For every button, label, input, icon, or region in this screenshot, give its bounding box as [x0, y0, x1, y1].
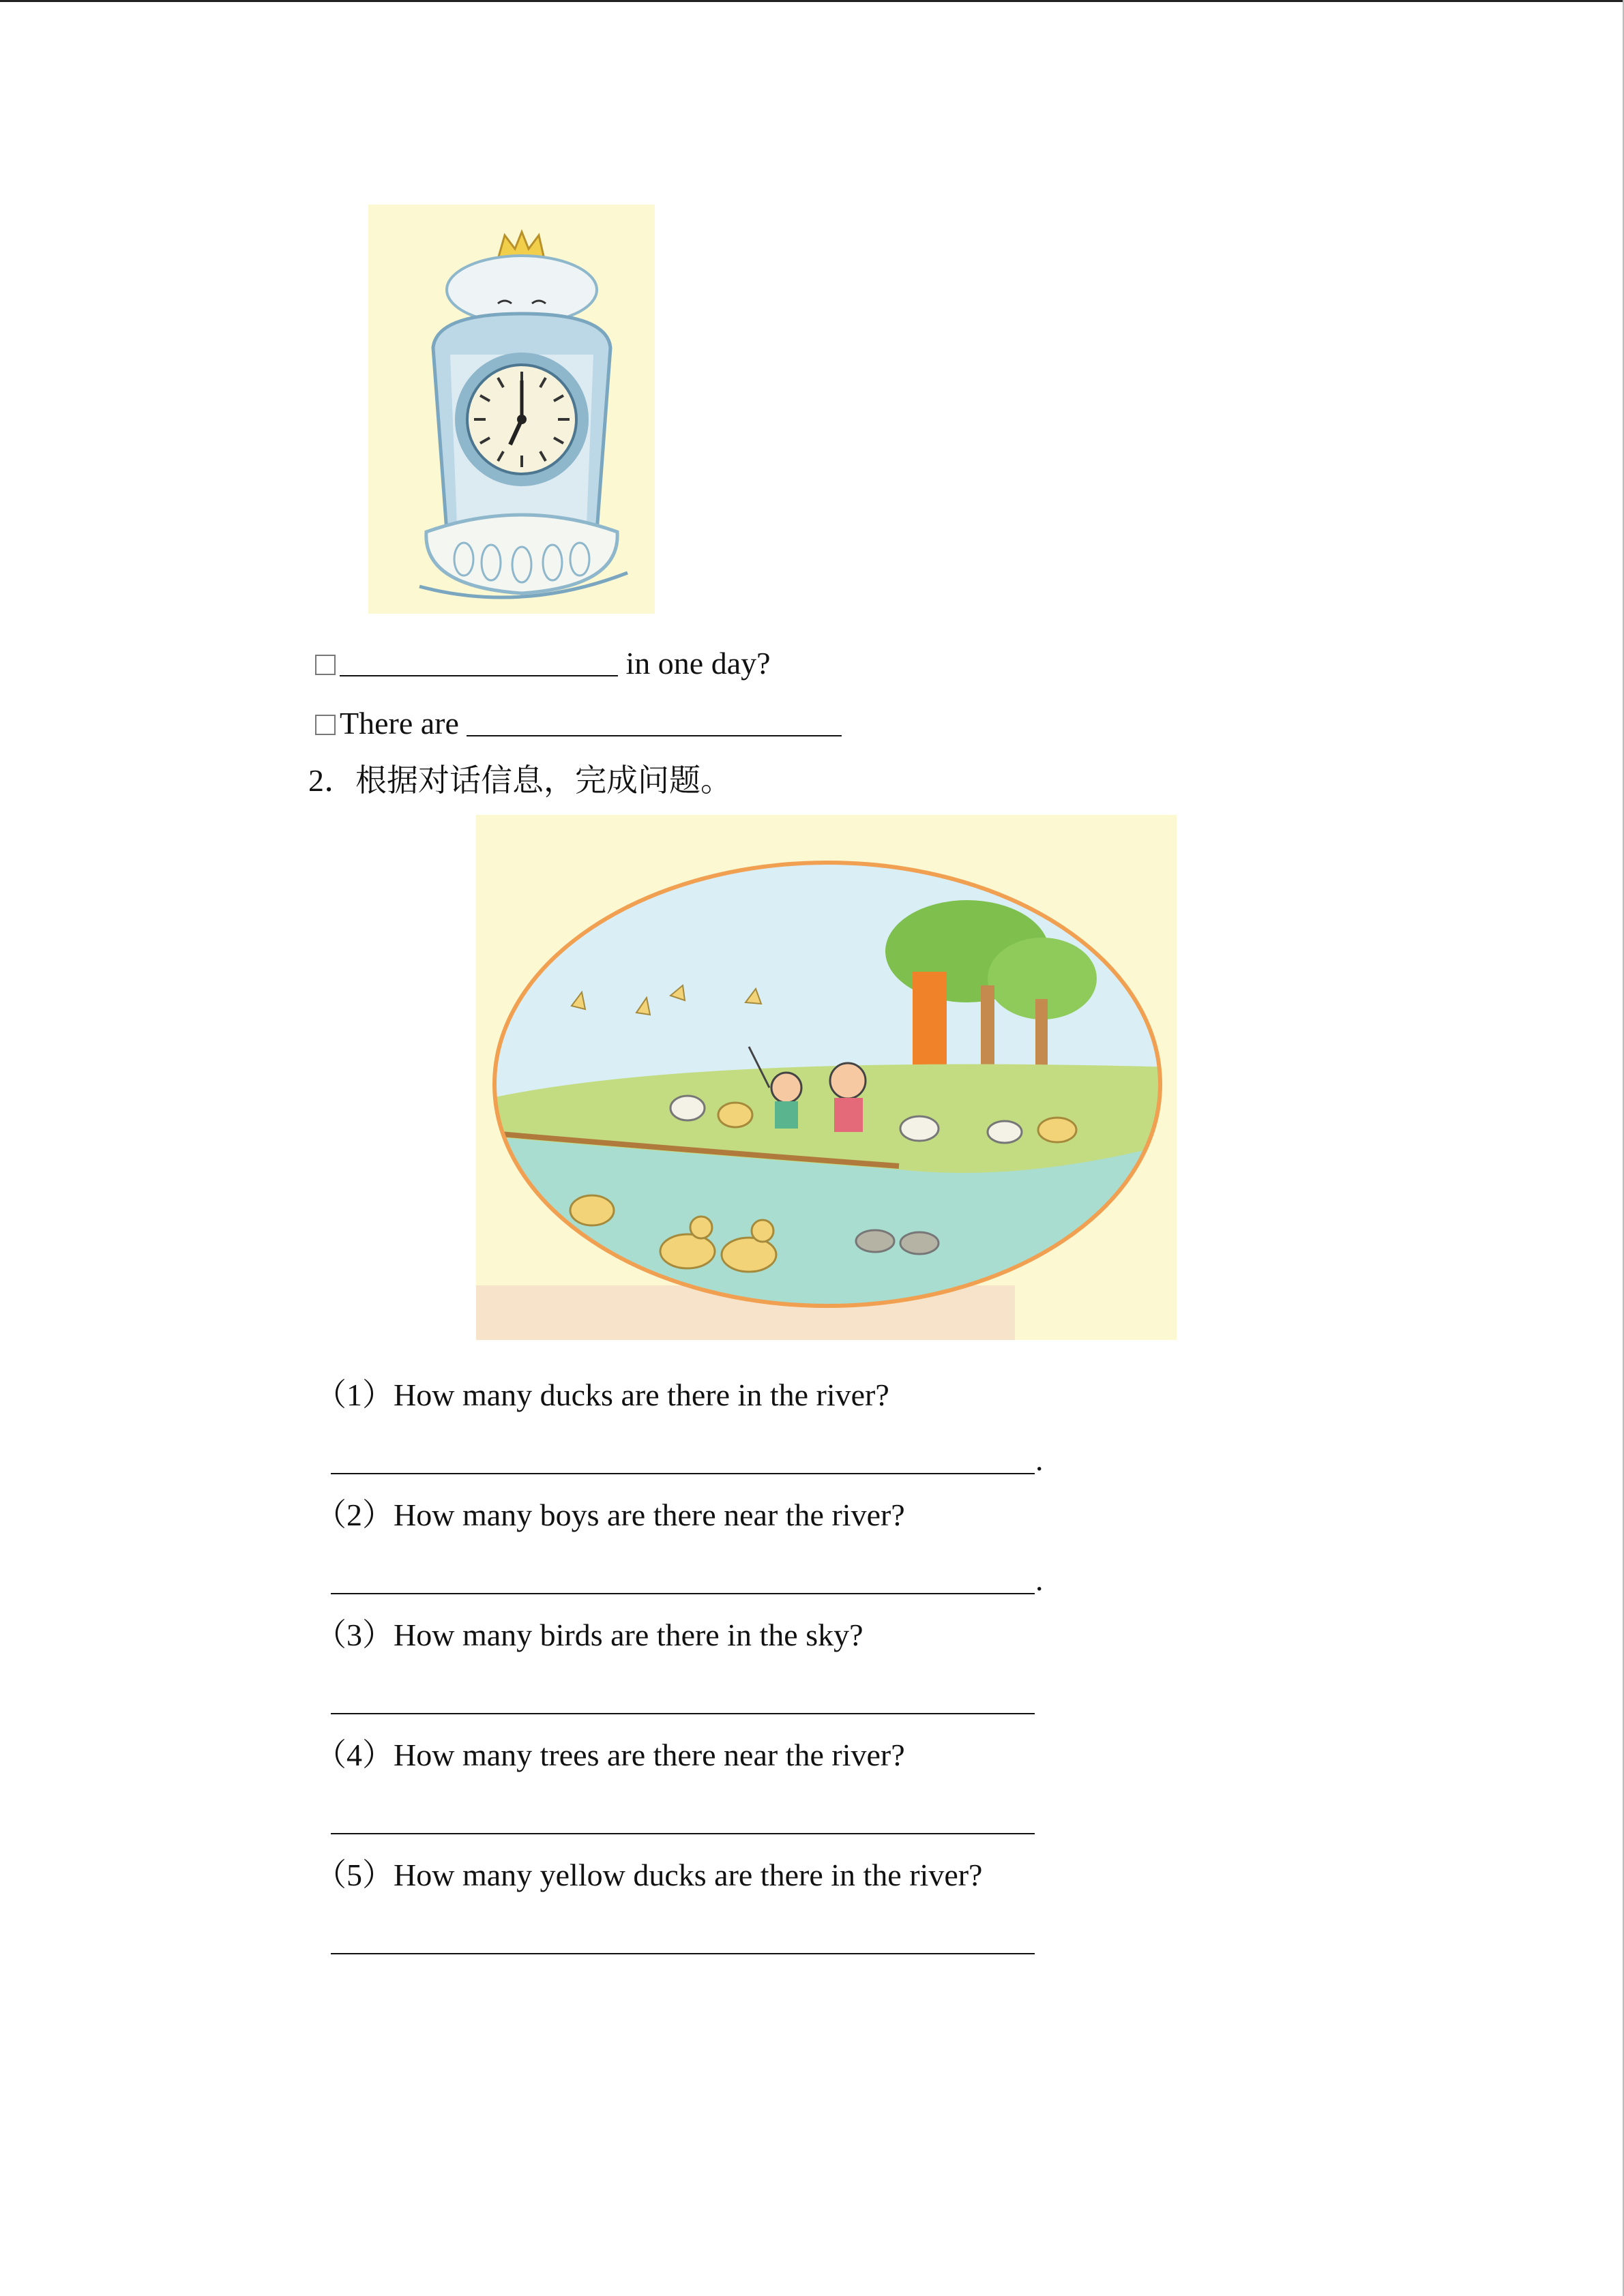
question-text: How many trees are there near the river? [394, 1738, 905, 1772]
question-4 [315, 1736, 905, 1774]
exercise2-heading: 2．根据对话信息，完成问题。 [308, 763, 732, 798]
question-number: （1） [315, 1377, 394, 1412]
answer-period: . [1035, 1442, 1044, 1477]
question-text: How many birds are there in the sky? [394, 1617, 863, 1652]
question-text: How many boys are there near the river? [394, 1497, 905, 1532]
question-3 [315, 1616, 863, 1654]
exercise1-line2-prefix: There are [340, 706, 467, 741]
clock-illustration [368, 205, 655, 614]
question-number: （3） [315, 1617, 394, 1652]
checkbox-icon [315, 715, 336, 735]
blank-field[interactable] [340, 648, 618, 676]
answer-line-3[interactable] [331, 1713, 1035, 1714]
answer-period: . [1035, 1562, 1044, 1597]
exercise1-line1-suffix: in one day? [618, 646, 771, 681]
blank-field[interactable] [467, 708, 842, 736]
question-text: How many yellow ducks are there in the river? [394, 1858, 983, 1892]
answer-line-4[interactable] [331, 1833, 1035, 1834]
river-scene-illustration [476, 815, 1177, 1340]
question-text: How many ducks are there in the river? [394, 1377, 889, 1412]
question-number: （2） [315, 1497, 394, 1532]
checkbox-icon [315, 655, 336, 675]
answer-line-1[interactable] [331, 1473, 1035, 1474]
question-5 [315, 1856, 982, 1894]
question-1 [315, 1376, 889, 1414]
question-number: （5） [315, 1858, 394, 1892]
page-top-border [0, 0, 1624, 2]
exercise1-line1 [315, 644, 771, 683]
question-number: （4） [315, 1738, 394, 1772]
answer-line-2[interactable] [331, 1593, 1035, 1594]
answer-line-5[interactable] [331, 1953, 1035, 1954]
exercise1-line2 [315, 704, 842, 743]
question-2 [315, 1496, 905, 1534]
